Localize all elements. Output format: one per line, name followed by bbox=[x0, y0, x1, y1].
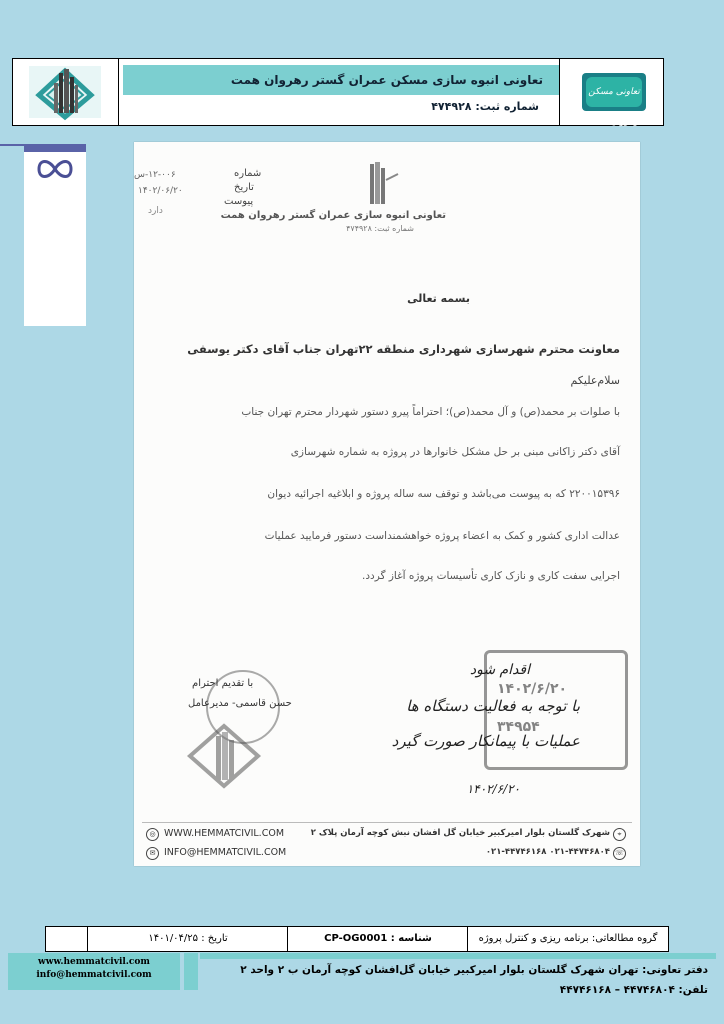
header-badge-cell bbox=[559, 59, 663, 125]
contact-web-box bbox=[8, 953, 198, 990]
document-code-value: CP-OG0001 bbox=[324, 933, 388, 944]
meta-attachment-label: پیوست bbox=[224, 196, 254, 207]
office-phone: تلفن: ۴۴۷۴۶۸۰۴ – ۴۴۷۴۶۱۶۸ bbox=[559, 984, 708, 996]
location-icon: ⌖ bbox=[613, 828, 626, 841]
infinity-logo-icon bbox=[24, 154, 86, 184]
scanned-letter bbox=[134, 142, 640, 866]
globe-icon: ◎ bbox=[146, 828, 159, 841]
handwritten-note-3: عملیات با پیمانکار صورت گیرد bbox=[391, 732, 580, 750]
footer-teal-stripe bbox=[200, 953, 716, 959]
letter-email[interactable]: INFO@HEMMATCIVIL.COM bbox=[164, 847, 287, 858]
meta-attachment-value: دارد bbox=[148, 206, 163, 216]
handwritten-note-1: اقدام شود bbox=[469, 662, 530, 678]
letter-greeting: سلام‌علیکم bbox=[570, 374, 620, 387]
document-header bbox=[12, 58, 664, 126]
letter-body-line-1: با صلوات بر محمد(ص) و آل محمد(ص)؛ احتراماً پیرو دستور شهردار محترم تهران جناب bbox=[241, 406, 620, 418]
meta-number-label: شماره bbox=[234, 168, 262, 179]
footer-email[interactable]: info@hemmatcivil.com bbox=[36, 970, 152, 980]
side-accent-bar bbox=[24, 146, 86, 152]
letter-addressee: معاونت محترم شهرسازی شهرداری منطقه ۲۲تهران جناب آقای دکتر یوسفی bbox=[187, 342, 620, 356]
phone-icon: ☏ bbox=[613, 847, 626, 860]
web-box-divider bbox=[180, 953, 184, 990]
letter-website[interactable]: WWW.HEMMATCIVIL.COM bbox=[164, 828, 285, 839]
letter-heading: بسمه تعالی bbox=[407, 292, 470, 305]
header-title-band bbox=[123, 65, 559, 95]
letterhead-building-icon bbox=[352, 160, 402, 210]
meta-date-label: تاریخ bbox=[234, 182, 254, 193]
letter-footer-divider bbox=[142, 822, 632, 823]
mail-icon: ✉ bbox=[146, 847, 159, 860]
letter-address: شهرک گلستان بلوار امیرکبیر خیابان گل افشان نبش کوچه آرمان پلاک ۲ bbox=[310, 828, 610, 838]
letterhead-name: تعاونی انبوه سازی عمران گستر رهروان همت bbox=[220, 210, 446, 221]
stamp-number: ۳۴۹۵۴ bbox=[497, 719, 540, 735]
letter-body-line-3: ۲۲۰۰۱۵۳۹۶ که به پیوست می‌باشد و توقف سه ساله پروژه و ابلاغیه اجرائیه دیوان bbox=[267, 488, 620, 500]
building-logo-icon bbox=[13, 59, 119, 125]
letter-body-line-5: اجرایی سفت کاری و نازک کاری تأسیسات پروژه آغاز گردد. bbox=[362, 570, 620, 582]
document-info-table bbox=[45, 926, 669, 952]
registration-number: شماره ثبت: ۴۷۴۹۲۸ bbox=[431, 100, 539, 113]
handwritten-note-2: با توجه به فعالیت دستگاه ها bbox=[406, 697, 580, 715]
meta-number-value: ۱۲-۰۰۶-س bbox=[134, 170, 176, 180]
document-date-value: ۱۴۰۱/۰۴/۲۵ bbox=[148, 933, 199, 944]
cooperative-name: تعاونی انبوه سازی مسکن عمران گستر رهروان همت bbox=[230, 73, 543, 87]
office-address: دفتر تعاونی: تهران شهرک گلستان بلوار امیرکبیر خیابان گل‌افشان کوچه آرمان ب ۲ واحد ۲ bbox=[240, 964, 708, 976]
letter-body-line-4: عدالت اداری کشور و کمک به اعضاء پروژه خواهشمنداست دستور فرمایید عملیات bbox=[264, 530, 620, 542]
letter-phones: ۰۲۱-۴۴۷۴۶۸۰۴ ۰۲۱-۴۴۷۴۶۱۶۸ bbox=[485, 847, 610, 857]
document-code-label: شناسه : bbox=[387, 933, 432, 944]
letter-body-line-2: آقای دکتر زاکانی مبنی بر حل مشکل خانوارها در پروژه به شماره شهرسازی bbox=[290, 446, 620, 458]
footer-website[interactable]: www.hemmatcivil.com bbox=[38, 957, 150, 967]
document-code-cell bbox=[287, 927, 468, 951]
side-panel bbox=[24, 146, 86, 326]
letterhead-registration: شماره ثبت: ۴۷۴۹۲۸ bbox=[346, 224, 414, 233]
signature-name: حسن قاسمی- مدیرعامل bbox=[188, 698, 292, 709]
document-date-cell bbox=[87, 927, 288, 951]
meta-date-value: ۱۴۰۲/۰۶/۲۰ bbox=[138, 186, 183, 196]
study-group: گروه مطالعاتی: برنامه ریزی و کنترل پروژه bbox=[467, 927, 668, 951]
badge-logo-icon bbox=[582, 73, 646, 127]
seal-building-icon bbox=[184, 722, 264, 792]
stamp-date: ۱۴۰۲/۶/۲۰ bbox=[497, 681, 568, 697]
signature-regards: با تقدیم احترام bbox=[192, 678, 254, 689]
handwritten-date: ۱۴۰۲/۶/۲۰ bbox=[466, 782, 520, 796]
header-title-area bbox=[119, 59, 559, 125]
badge-logo-text: تعاونی مسکن رهروان همت bbox=[586, 77, 642, 107]
document-date-label: تاریخ : bbox=[198, 933, 228, 944]
empty-cell bbox=[46, 927, 88, 951]
header-logo-cell bbox=[13, 59, 119, 125]
